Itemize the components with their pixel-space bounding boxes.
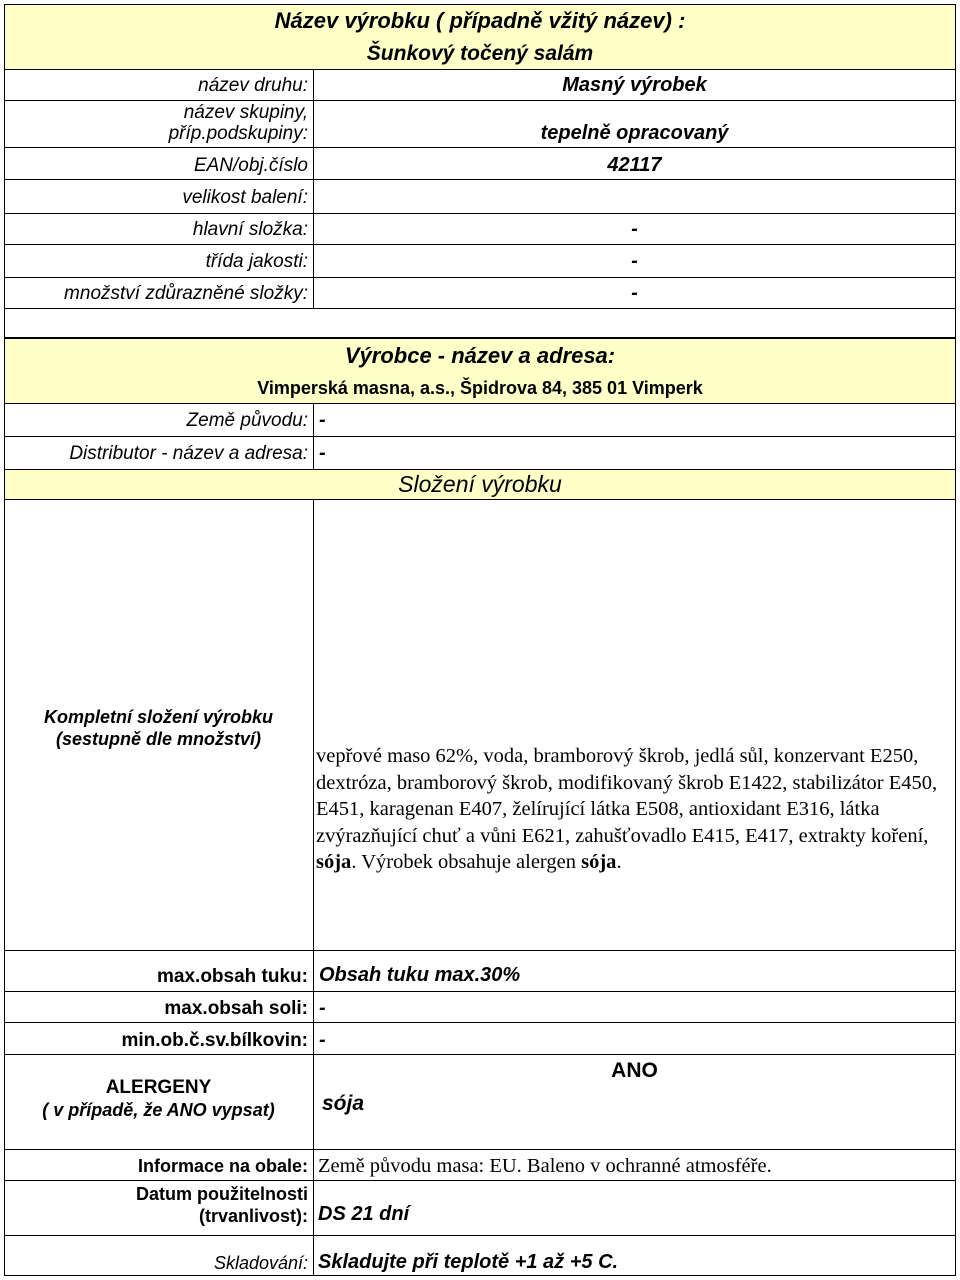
allergens-ano: ANO <box>611 1059 658 1082</box>
composition-text-2: . Výrobek obsahuje alergen <box>351 851 582 873</box>
mnozstvi-value: - <box>631 282 638 304</box>
datum-label-2: (trvanlivost): <box>198 1206 308 1226</box>
obal-label: Informace na obale: <box>137 1156 308 1176</box>
composition-text-3: . <box>616 851 622 873</box>
allergens-value: sója <box>322 1092 365 1115</box>
distributor-label: Distributor - název a adresa: <box>69 443 308 464</box>
skupina-label-2: příp.podskupiny: <box>168 123 308 144</box>
tuk-label: max.obsah tuku: <box>157 966 308 987</box>
skupina-label-1: název skupiny, <box>183 102 308 123</box>
obal-value: Země původu masa: EU. Baleno v ochranné atmosféře. <box>318 1155 772 1177</box>
datum-value: DS 21 dní <box>318 1203 410 1225</box>
hlavni-slozka-label: hlavní složka: <box>192 219 308 240</box>
composition-allergen-1: sója <box>316 851 352 873</box>
skupina-value: tepelně opracovaný <box>540 122 729 144</box>
mnozstvi-label: množství zdůrazněné složky: <box>64 283 308 304</box>
allergens-label-1: ALERGENY <box>105 1077 212 1098</box>
composition-text-1: vepřové maso 62%, voda, bramborový škrob, jedlá sůl, konzervant E250, dextróza, bramborový škrob, modifikovaný škrob E1422, stabilizátor E450, E451, karagenan E407, želírující látka E508, antioxidant E316, látka zvýrazňující chuť a vůni E621, zahušťovadlo E415, E417, extrakty koření, <box>316 745 938 847</box>
skladovani-value: Skladujte při teplotě +1 až +5 C. <box>318 1251 619 1273</box>
skladovani-label: Skladování: <box>213 1253 308 1273</box>
distributor-value: - <box>319 442 326 464</box>
datum-label-1: Datum použitelnosti <box>136 1184 308 1204</box>
product-name: Šunkový točený salám <box>366 42 594 65</box>
bilkovin-label: min.ob.č.sv.bílkovin: <box>121 1030 308 1051</box>
composition-allergen-2: sója <box>581 851 617 873</box>
composition-title: Složení výrobku <box>398 471 562 497</box>
hlavni-slozka-value: - <box>631 218 638 240</box>
trida-jakosti-value: - <box>631 250 638 272</box>
zeme-puvodu-value: - <box>319 409 326 431</box>
trida-jakosti-label: třída jakosti: <box>205 251 308 272</box>
ean-value: 42117 <box>607 154 662 176</box>
baleni-label: velikost balení: <box>182 187 308 208</box>
sul-value: - <box>319 997 326 1019</box>
composition-label-1: Kompletní složení výrobku <box>43 707 274 727</box>
zeme-puvodu-label: Země původu: <box>186 410 308 431</box>
spacer-row <box>4 308 956 338</box>
header-title: Název výrobku ( případně vžitý název) : <box>274 8 686 33</box>
manufacturer-title: Výrobce - název a adresa: <box>344 343 616 368</box>
nazev-druhu-value: Masný výrobek <box>562 74 707 96</box>
bilkovin-value: - <box>319 1029 326 1051</box>
allergens-label-2: ( v případě, že ANO vypsat) <box>42 1100 275 1120</box>
composition-text <box>316 743 952 876</box>
tuk-value: Obsah tuku max.30% <box>319 964 521 986</box>
sul-label: max.obsah soli: <box>164 998 308 1019</box>
nazev-druhu-label: název druhu: <box>198 75 308 96</box>
composition-label-2: (sestupně dle množství) <box>55 729 262 749</box>
manufacturer-address: Vimperská masna, a.s., Špidrova 84, 385 01 Vimperk <box>257 378 703 398</box>
ean-label: EAN/obj.číslo <box>193 155 308 176</box>
